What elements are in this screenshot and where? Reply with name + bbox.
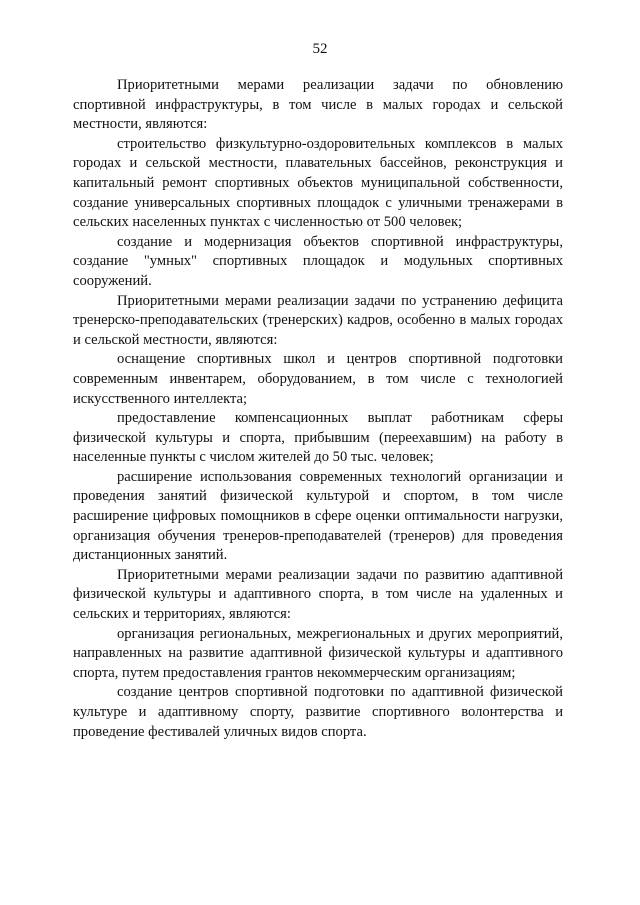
paragraph-compensation: предоставление компенсационных выплат работникам сферы физической культуры и спорта, прибывшим (переехавшим) на работу в населенные пункты с числом жителей до 50 тыс. человек; — [73, 410, 563, 466]
paragraph-staff-intro: Приоритетными мерами реализации задачи по устранению дефицита тренерско-преподавательских (тренерских) кадров, особенно в малых городах и сельской местности, являются: — [73, 292, 563, 348]
paragraph-technologies: расширение использования современных технологий организации и проведения занятий физической культурой и спортом, в том числе расширение цифровых помощников в сфере оценки оптимальности нагрузки, организация обучения тренеров-преподавателей (тренеров) для проведения дистанционных занятий. — [73, 468, 563, 564]
paragraph-adaptive-intro: Приоритетными мерами реализации задачи по развитию адаптивной физической культуры и адаптивного спорта, в том числе на удаленных и сельских и территориях, являются: — [73, 566, 563, 623]
paragraph-construction: строительство физкультурно-оздоровительных комплексов в малых городах и сельской местности, плавательных бассейнов, реконструкция и капитальный ремонт спортивных объектов муниципальной собственности, создание универсальных спортивных площадок с уличными тренажерами в сельских населенных пунктах с численностью от 500 человек; — [73, 135, 563, 231]
paragraph-modernization: создание и модернизация объектов спортивной инфраструктуры, создание "умных" спортивных площадок и модульных спортивных сооружений. — [73, 233, 563, 289]
paragraph-infrastructure-intro: Приоритетными мерами реализации задачи по обновлению спортивной инфраструктуры, в том числе в малых городах и сельской местности, являются: — [73, 77, 563, 133]
page-number: 52 — [312, 41, 328, 57]
paragraph-centers: создание центров спортивной подготовки по адаптивной физической культуре и адаптивному спорту, развитие спортивного волонтерства и проведение фестивалей уличных видов спорта. — [73, 684, 563, 740]
paragraph-equipment: оснащение спортивных школ и центров спортивной подготовки современным инвентарем, оборудованием, в том числе с технологией искусственного интеллекта; — [73, 351, 563, 407]
paragraph-events: организация региональных, межрегиональных и других мероприятий, направленных на развитие адаптивной физической культуры и адаптивного спорта, путем предоставления грантов некоммерческим организациям; — [73, 625, 563, 681]
document-body — [73, 76, 563, 742]
